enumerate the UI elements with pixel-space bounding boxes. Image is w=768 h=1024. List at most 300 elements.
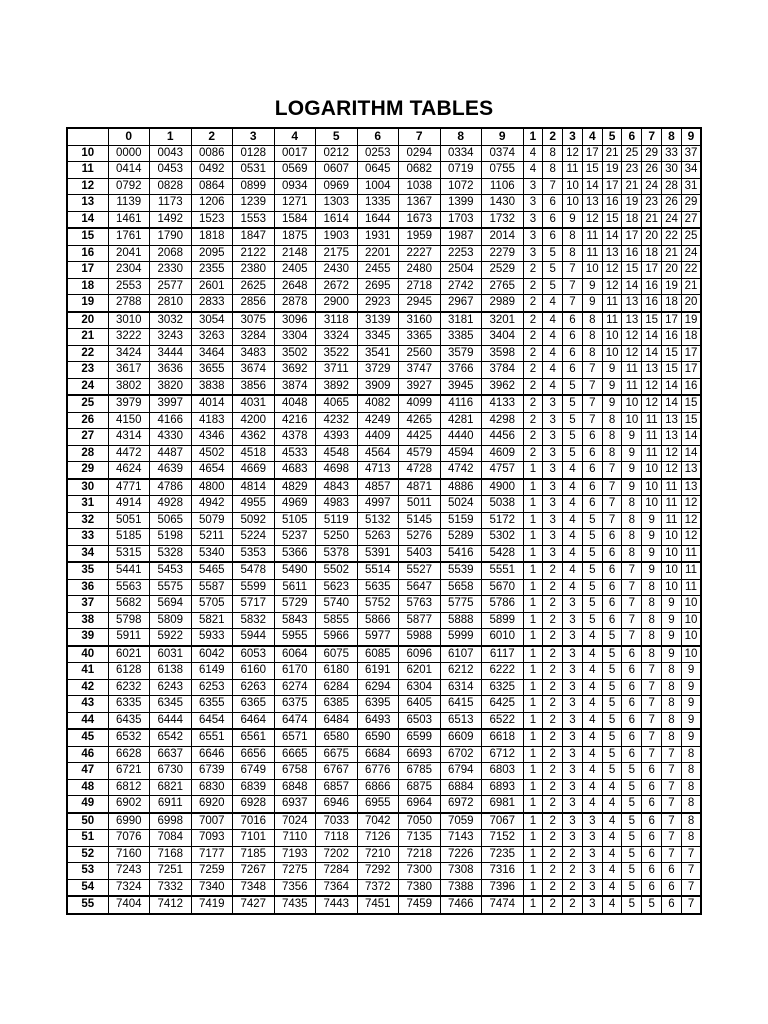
log-value-cell: 7466 — [440, 896, 482, 914]
mean-difference-cell: 8 — [622, 529, 642, 546]
mean-difference-cell: 7 — [563, 262, 583, 279]
log-value-cell: 3802 — [108, 378, 150, 395]
log-value-cell: 6212 — [440, 663, 482, 680]
log-value-cell: 3617 — [108, 362, 150, 379]
log-value-cell: 6042 — [191, 646, 233, 663]
log-value-cell: 6284 — [316, 679, 358, 696]
log-value-cell: 4249 — [357, 412, 399, 429]
mean-difference-cell: 5 — [642, 896, 662, 914]
table-row — [67, 145, 701, 162]
log-value-cell: 2878 — [274, 295, 316, 312]
difference-column-header: 9 — [681, 128, 701, 145]
mean-difference-cell: 9 — [582, 278, 602, 295]
row-number: 39 — [67, 629, 108, 646]
log-value-cell: 4800 — [191, 479, 233, 496]
log-value-cell: 4150 — [108, 412, 150, 429]
mean-difference-cell: 1 — [523, 612, 543, 629]
mean-difference-cell: 8 — [642, 612, 662, 629]
log-value-cell: 3365 — [399, 329, 441, 346]
mean-difference-cell: 2 — [543, 879, 563, 896]
column-header: 1 — [150, 128, 192, 145]
log-value-cell: 6222 — [482, 663, 524, 680]
log-value-cell: 5211 — [191, 529, 233, 546]
log-value-cell: 3838 — [191, 378, 233, 395]
log-value-cell: 1492 — [150, 211, 192, 228]
log-value-cell: 2279 — [482, 245, 524, 262]
log-value-cell: 2253 — [440, 245, 482, 262]
log-value-cell: 5752 — [357, 596, 399, 613]
log-value-cell: 6170 — [274, 663, 316, 680]
row-number: 36 — [67, 579, 108, 596]
mean-difference-cell: 8 — [543, 145, 563, 162]
log-value-cell: 6435 — [108, 712, 150, 729]
mean-difference-cell: 4 — [582, 679, 602, 696]
log-value-cell: 2529 — [482, 262, 524, 279]
log-value-cell: 6107 — [440, 646, 482, 663]
row-number: 14 — [67, 211, 108, 228]
mean-difference-cell: 7 — [681, 896, 701, 914]
mean-difference-cell: 7 — [642, 696, 662, 713]
log-value-cell: 0899 — [233, 178, 275, 195]
mean-difference-cell: 3 — [563, 663, 583, 680]
mean-difference-cell: 6 — [602, 545, 622, 562]
mean-difference-cell: 11 — [681, 545, 701, 562]
log-value-cell: 2560 — [399, 345, 441, 362]
log-value-cell: 5198 — [150, 529, 192, 546]
log-value-cell: 5855 — [316, 612, 358, 629]
mean-difference-cell: 4 — [602, 830, 622, 847]
mean-difference-cell: 4 — [602, 846, 622, 863]
log-value-cell: 6375 — [274, 696, 316, 713]
log-value-cell: 7340 — [191, 879, 233, 896]
mean-difference-cell: 3 — [582, 879, 602, 896]
log-value-cell: 5966 — [316, 629, 358, 646]
log-value-cell: 6484 — [316, 712, 358, 729]
row-number: 55 — [67, 896, 108, 914]
log-value-cell: 1399 — [440, 195, 482, 212]
log-value-cell: 4942 — [191, 496, 233, 513]
log-value-cell: 7024 — [274, 813, 316, 830]
mean-difference-cell: 14 — [642, 329, 662, 346]
mean-difference-cell: 4 — [563, 479, 583, 496]
mean-difference-cell: 24 — [642, 178, 662, 195]
mean-difference-cell: 5 — [602, 696, 622, 713]
mean-difference-cell: 3 — [563, 746, 583, 763]
mean-difference-cell: 6 — [642, 830, 662, 847]
mean-difference-cell: 17 — [681, 345, 701, 362]
log-value-cell: 0086 — [191, 145, 233, 162]
column-header: 3 — [233, 128, 275, 145]
mean-difference-cell: 6 — [543, 195, 563, 212]
log-value-cell: 3284 — [233, 329, 275, 346]
row-number: 51 — [67, 830, 108, 847]
column-header: 8 — [440, 128, 482, 145]
row-number: 47 — [67, 763, 108, 780]
mean-difference-cell: 15 — [681, 395, 701, 412]
log-value-cell: 3324 — [316, 329, 358, 346]
table-row — [67, 479, 701, 496]
mean-difference-cell: 2 — [523, 295, 543, 312]
row-number: 15 — [67, 228, 108, 245]
mean-difference-cell: 11 — [582, 245, 602, 262]
log-value-cell: 6821 — [150, 779, 192, 796]
mean-difference-cell: 10 — [563, 195, 583, 212]
mean-difference-cell: 21 — [681, 278, 701, 295]
log-value-cell: 3139 — [357, 312, 399, 329]
log-value-cell: 2330 — [150, 262, 192, 279]
mean-difference-cell: 12 — [602, 278, 622, 295]
mean-difference-cell: 7 — [622, 629, 642, 646]
difference-column-header: 8 — [662, 128, 682, 145]
mean-difference-cell: 2 — [543, 846, 563, 863]
mean-difference-cell: 30 — [662, 162, 682, 179]
log-value-cell: 4955 — [233, 496, 275, 513]
log-value-cell: 4843 — [316, 479, 358, 496]
mean-difference-cell: 28 — [662, 178, 682, 195]
table-row — [67, 830, 701, 847]
row-number: 25 — [67, 395, 108, 412]
log-value-cell: 3927 — [399, 378, 441, 395]
log-value-cell: 5821 — [191, 612, 233, 629]
table-row — [67, 329, 701, 346]
mean-difference-cell: 11 — [662, 479, 682, 496]
log-value-cell: 6117 — [482, 646, 524, 663]
mean-difference-cell: 3 — [582, 896, 602, 914]
log-value-cell: 4440 — [440, 429, 482, 446]
mean-difference-cell: 10 — [642, 462, 662, 479]
log-value-cell: 6464 — [233, 712, 275, 729]
mean-difference-cell: 7 — [582, 378, 602, 395]
mean-difference-cell: 22 — [662, 228, 682, 245]
log-value-cell: 7364 — [316, 879, 358, 896]
log-value-cell: 6365 — [233, 696, 275, 713]
log-value-cell: 5899 — [482, 612, 524, 629]
log-value-cell: 2380 — [233, 262, 275, 279]
log-value-cell: 4518 — [233, 445, 275, 462]
mean-difference-cell: 8 — [642, 646, 662, 663]
log-value-cell: 1584 — [274, 211, 316, 228]
mean-difference-cell: 9 — [622, 445, 642, 462]
mean-difference-cell: 2 — [543, 729, 563, 746]
log-value-cell: 4713 — [357, 462, 399, 479]
log-value-cell: 7218 — [399, 846, 441, 863]
mean-difference-cell: 2 — [523, 378, 543, 395]
mean-difference-cell: 5 — [602, 629, 622, 646]
log-value-cell: 6180 — [316, 663, 358, 680]
mean-difference-cell: 9 — [642, 512, 662, 529]
table-row — [67, 746, 701, 763]
log-value-cell: 5944 — [233, 629, 275, 646]
log-value-cell: 6590 — [357, 729, 399, 746]
log-value-cell: 0374 — [482, 145, 524, 162]
mean-difference-cell: 7 — [642, 712, 662, 729]
log-value-cell: 5237 — [274, 529, 316, 546]
row-number: 31 — [67, 496, 108, 513]
mean-difference-cell: 3 — [563, 629, 583, 646]
mean-difference-cell: 11 — [582, 228, 602, 245]
log-value-cell: 3502 — [274, 345, 316, 362]
table-row — [67, 612, 701, 629]
log-value-cell: 3444 — [150, 345, 192, 362]
mean-difference-cell: 27 — [681, 211, 701, 228]
log-value-cell: 5391 — [357, 545, 399, 562]
log-value-cell: 2601 — [191, 278, 233, 295]
mean-difference-cell: 7 — [602, 496, 622, 513]
log-value-cell: 7474 — [482, 896, 524, 914]
mean-difference-cell: 10 — [681, 646, 701, 663]
mean-difference-cell: 6 — [642, 879, 662, 896]
row-number: 44 — [67, 712, 108, 729]
log-value-cell: 4786 — [150, 479, 192, 496]
mean-difference-cell: 6 — [662, 896, 682, 914]
log-value-cell: 6335 — [108, 696, 150, 713]
mean-difference-cell: 3 — [563, 729, 583, 746]
mean-difference-cell: 15 — [602, 211, 622, 228]
log-value-cell: 6739 — [191, 763, 233, 780]
mean-difference-cell: 4 — [523, 162, 543, 179]
mean-difference-cell: 6 — [622, 729, 642, 746]
mean-difference-cell: 13 — [681, 462, 701, 479]
log-value-cell: 3909 — [357, 378, 399, 395]
log-value-cell: 2227 — [399, 245, 441, 262]
log-value-cell: 7443 — [316, 896, 358, 914]
mean-difference-cell: 12 — [662, 445, 682, 462]
log-value-cell: 7396 — [482, 879, 524, 896]
log-value-cell: 5527 — [399, 562, 441, 579]
row-number: 49 — [67, 796, 108, 813]
log-value-cell: 5575 — [150, 579, 192, 596]
mean-difference-cell: 5 — [602, 646, 622, 663]
table-row — [67, 178, 701, 195]
log-value-cell: 1038 — [399, 178, 441, 195]
mean-difference-cell: 11 — [681, 562, 701, 579]
log-value-cell: 7202 — [316, 846, 358, 863]
mean-difference-cell: 1 — [523, 479, 543, 496]
table-row — [67, 813, 701, 830]
mean-difference-cell: 4 — [582, 796, 602, 813]
log-value-cell: 5328 — [150, 545, 192, 562]
log-value-cell: 6684 — [357, 746, 399, 763]
mean-difference-cell: 2 — [543, 896, 563, 914]
mean-difference-cell: 5 — [543, 278, 563, 295]
log-value-cell: 4829 — [274, 479, 316, 496]
log-value-cell: 7093 — [191, 830, 233, 847]
mean-difference-cell: 8 — [681, 796, 701, 813]
log-value-cell: 6675 — [316, 746, 358, 763]
log-value-cell: 2304 — [108, 262, 150, 279]
mean-difference-cell: 10 — [642, 496, 662, 513]
log-value-cell: 6355 — [191, 696, 233, 713]
mean-difference-cell: 5 — [563, 412, 583, 429]
mean-difference-cell: 14 — [642, 345, 662, 362]
mean-difference-cell: 13 — [622, 312, 642, 329]
mean-difference-cell: 5 — [602, 746, 622, 763]
mean-difference-cell: 11 — [563, 162, 583, 179]
mean-difference-cell: 5 — [543, 245, 563, 262]
mean-difference-cell: 3 — [563, 813, 583, 830]
table-header-row — [67, 128, 701, 145]
log-value-cell: 6571 — [274, 729, 316, 746]
log-value-cell: 2900 — [316, 295, 358, 312]
difference-column-header: 5 — [602, 128, 622, 145]
log-value-cell: 6776 — [357, 763, 399, 780]
mean-difference-cell: 3 — [582, 830, 602, 847]
log-value-cell: 0682 — [399, 162, 441, 179]
difference-column-header: 3 — [563, 128, 583, 145]
log-value-cell: 7226 — [440, 846, 482, 863]
mean-difference-cell: 8 — [681, 763, 701, 780]
mean-difference-cell: 10 — [622, 395, 642, 412]
log-value-cell: 2695 — [357, 278, 399, 295]
log-value-cell: 6010 — [482, 629, 524, 646]
mean-difference-cell: 9 — [622, 462, 642, 479]
row-number: 37 — [67, 596, 108, 613]
log-value-cell: 3243 — [150, 329, 192, 346]
mean-difference-cell: 11 — [642, 412, 662, 429]
table-row — [67, 378, 701, 395]
mean-difference-cell: 4 — [563, 545, 583, 562]
table-row — [67, 896, 701, 914]
mean-difference-cell: 5 — [563, 395, 583, 412]
mean-difference-cell: 5 — [622, 813, 642, 830]
mean-difference-cell: 4 — [563, 462, 583, 479]
log-value-cell: 7404 — [108, 896, 150, 914]
mean-difference-cell: 1 — [523, 562, 543, 579]
log-value-cell: 5024 — [440, 496, 482, 513]
mean-difference-cell: 13 — [642, 362, 662, 379]
log-value-cell: 6345 — [150, 696, 192, 713]
log-value-cell: 6580 — [316, 729, 358, 746]
mean-difference-cell: 5 — [582, 579, 602, 596]
mean-difference-cell: 4 — [582, 646, 602, 663]
mean-difference-cell: 5 — [622, 863, 642, 880]
mean-difference-cell: 16 — [642, 278, 662, 295]
log-value-cell: 2122 — [233, 245, 275, 262]
mean-difference-cell: 2 — [543, 830, 563, 847]
log-value-cell: 2430 — [316, 262, 358, 279]
log-value-cell: 4502 — [191, 445, 233, 462]
mean-difference-cell: 4 — [563, 579, 583, 596]
log-value-cell: 7251 — [150, 863, 192, 880]
mean-difference-cell: 4 — [582, 712, 602, 729]
log-value-cell: 3096 — [274, 312, 316, 329]
log-value-cell: 6646 — [191, 746, 233, 763]
log-value-cell: 2989 — [482, 295, 524, 312]
log-value-cell: 5119 — [316, 512, 358, 529]
log-value-cell: 2095 — [191, 245, 233, 262]
log-value-cell: 4624 — [108, 462, 150, 479]
mean-difference-cell: 3 — [543, 529, 563, 546]
mean-difference-cell: 9 — [642, 545, 662, 562]
log-value-cell: 6981 — [482, 796, 524, 813]
mean-difference-cell: 9 — [681, 696, 701, 713]
mean-difference-cell: 10 — [563, 178, 583, 195]
log-value-cell: 6839 — [233, 779, 275, 796]
log-value-cell: 7152 — [482, 830, 524, 847]
mean-difference-cell: 4 — [563, 529, 583, 546]
log-value-cell: 1335 — [357, 195, 399, 212]
log-value-cell: 4564 — [357, 445, 399, 462]
column-header: 7 — [399, 128, 441, 145]
log-value-cell: 4425 — [399, 429, 441, 446]
mean-difference-cell: 8 — [681, 746, 701, 763]
row-number: 22 — [67, 345, 108, 362]
log-value-cell: 6075 — [316, 646, 358, 663]
log-value-cell: 7033 — [316, 813, 358, 830]
mean-difference-cell: 9 — [681, 729, 701, 746]
log-value-cell: 7168 — [150, 846, 192, 863]
log-value-cell: 7101 — [233, 830, 275, 847]
log-value-cell: 5038 — [482, 496, 524, 513]
log-value-cell: 6149 — [191, 663, 233, 680]
log-value-cell: 5763 — [399, 596, 441, 613]
log-value-cell: 6532 — [108, 729, 150, 746]
log-value-cell: 3345 — [357, 329, 399, 346]
log-value-cell: 0864 — [191, 178, 233, 195]
mean-difference-cell: 2 — [563, 863, 583, 880]
mean-difference-cell: 16 — [622, 245, 642, 262]
mean-difference-cell: 4 — [523, 145, 543, 162]
mean-difference-cell: 11 — [681, 579, 701, 596]
mean-difference-cell: 10 — [642, 479, 662, 496]
log-value-cell: 6522 — [482, 712, 524, 729]
mean-difference-cell: 3 — [563, 679, 583, 696]
mean-difference-cell: 6 — [622, 746, 642, 763]
log-value-cell: 7084 — [150, 830, 192, 847]
mean-difference-cell: 15 — [582, 162, 602, 179]
mean-difference-cell: 7 — [681, 879, 701, 896]
table-row — [67, 562, 701, 579]
log-value-cell: 2625 — [233, 278, 275, 295]
table-row — [67, 729, 701, 746]
mean-difference-cell: 8 — [582, 345, 602, 362]
row-number: 11 — [67, 162, 108, 179]
mean-difference-cell: 13 — [622, 295, 642, 312]
log-value-cell: 4914 — [108, 496, 150, 513]
mean-difference-cell: 1 — [523, 763, 543, 780]
table-row — [67, 763, 701, 780]
log-value-cell: 0294 — [399, 145, 441, 162]
mean-difference-cell: 8 — [602, 412, 622, 429]
log-value-cell: 4654 — [191, 462, 233, 479]
log-value-cell: 2765 — [482, 278, 524, 295]
mean-difference-cell: 4 — [543, 362, 563, 379]
table-row — [67, 412, 701, 429]
log-value-cell: 6857 — [316, 779, 358, 796]
mean-difference-cell: 6 — [563, 312, 583, 329]
log-value-cell: 5065 — [150, 512, 192, 529]
row-number: 32 — [67, 512, 108, 529]
log-value-cell: 0755 — [482, 162, 524, 179]
log-value-cell: 6893 — [482, 779, 524, 796]
log-value-cell: 3820 — [150, 378, 192, 395]
log-value-cell: 5353 — [233, 545, 275, 562]
log-value-cell: 2175 — [316, 245, 358, 262]
mean-difference-cell: 29 — [642, 145, 662, 162]
mean-difference-cell: 2 — [523, 345, 543, 362]
log-value-cell: 5276 — [399, 529, 441, 546]
mean-difference-cell: 5 — [582, 596, 602, 613]
log-value-cell: 5798 — [108, 612, 150, 629]
mean-difference-cell: 2 — [523, 278, 543, 295]
log-value-cell: 6803 — [482, 763, 524, 780]
log-value-cell: 2355 — [191, 262, 233, 279]
mean-difference-cell: 2 — [543, 646, 563, 663]
mean-difference-cell: 5 — [582, 529, 602, 546]
mean-difference-cell: 19 — [622, 195, 642, 212]
column-header: 0 — [108, 128, 150, 145]
log-value-cell: 5465 — [191, 562, 233, 579]
